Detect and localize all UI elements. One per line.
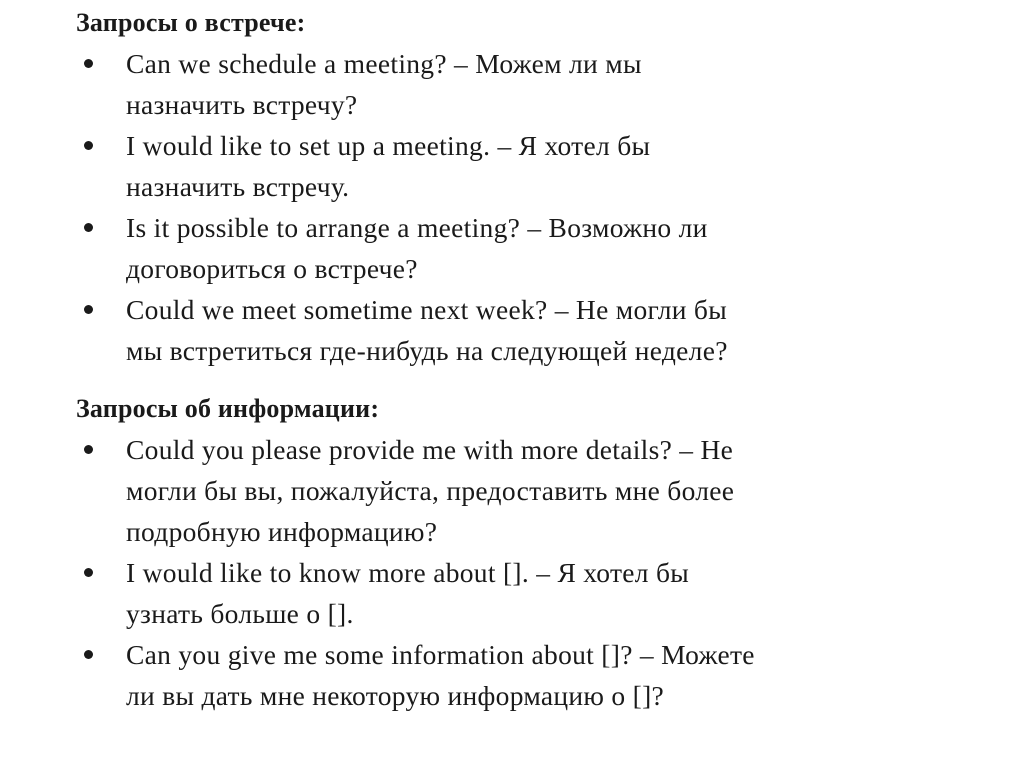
item-line: мы встретиться где-нибудь на следующей неделе? bbox=[126, 335, 728, 366]
item-line: узнать больше о []. bbox=[126, 598, 354, 629]
item-line: Can you give me some information about []? – Можете bbox=[126, 639, 755, 670]
bullet-icon bbox=[84, 568, 93, 577]
item-line: I would like to set up a meeting. – Я хотел бы bbox=[126, 130, 651, 161]
section-heading: Запросы об информации: bbox=[76, 394, 380, 423]
item-line: подробную информацию? bbox=[126, 516, 438, 547]
list-item bbox=[76, 552, 976, 634]
item-line: могли бы вы, пожалуйста, предоставить мне более bbox=[126, 475, 735, 506]
phrase-list bbox=[76, 429, 976, 716]
list-item bbox=[76, 634, 976, 716]
list-item bbox=[76, 125, 976, 207]
list-item bbox=[76, 207, 976, 289]
item-line: I would like to know more about []. – Я хотел бы bbox=[126, 557, 690, 588]
bullet-icon bbox=[84, 650, 93, 659]
item-line: назначить встречу? bbox=[126, 89, 358, 120]
bullet-icon bbox=[84, 305, 93, 314]
item-line: назначить встречу. bbox=[126, 171, 350, 202]
list-item bbox=[76, 289, 976, 371]
item-line: договориться о встрече? bbox=[126, 253, 418, 284]
list-item bbox=[76, 429, 976, 552]
section-information-requests bbox=[76, 388, 976, 716]
bullet-icon bbox=[84, 141, 93, 150]
section-meeting-requests bbox=[76, 2, 976, 371]
bullet-icon bbox=[84, 59, 93, 68]
phrase-list bbox=[76, 43, 976, 371]
section-heading: Запросы о встрече: bbox=[76, 8, 306, 37]
item-line: Is it possible to arrange a meeting? – Возможно ли bbox=[126, 212, 708, 243]
item-line: Could we meet sometime next week? – Не могли бы bbox=[126, 294, 727, 325]
item-line: Could you please provide me with more details? – Не bbox=[126, 434, 734, 465]
item-line: ли вы дать мне некоторую информацию о []? bbox=[126, 680, 665, 711]
bullet-icon bbox=[84, 445, 93, 454]
bullet-icon bbox=[84, 223, 93, 232]
list-item bbox=[76, 43, 976, 125]
item-line: Can we schedule a meeting? – Можем ли мы bbox=[126, 48, 642, 79]
